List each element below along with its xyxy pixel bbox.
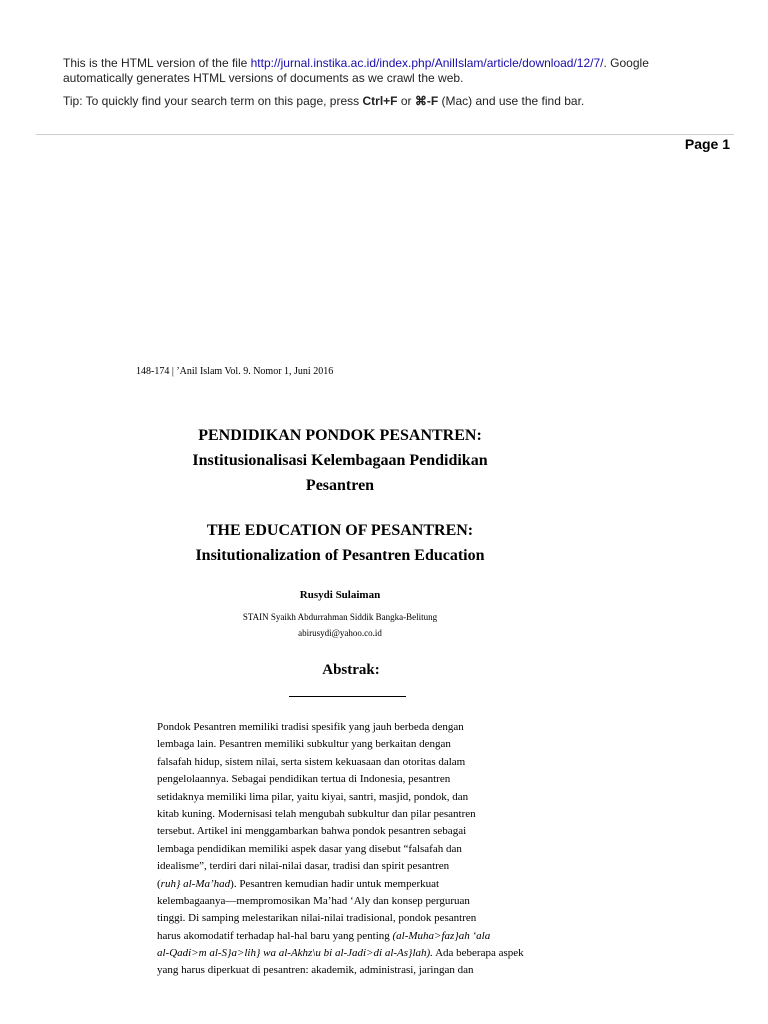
author-name: Rusydi Sulaiman bbox=[299, 589, 381, 601]
affiliation: STAIN Syaikh Abdurrahman Siddik Bangka-Belitung bbox=[242, 612, 438, 622]
abstract-line: tinggi. Di samping melestarikan nilai-nilai tradisional, pondok pesantren bbox=[157, 912, 477, 925]
cache-notice: This is the HTML version of the file http://jurnal.instika.ac.id/index.php/AnilIslam/article/download/12/7/. Google automatically generates HTML versions of documents as we crawl the web. bbox=[63, 56, 649, 85]
abstract-divider bbox=[289, 696, 406, 697]
author-email: abirusydi@yahoo.co.id bbox=[298, 628, 382, 638]
abstract-body bbox=[157, 719, 524, 980]
author-affiliation bbox=[140, 609, 540, 641]
page-number-label: Page 1 bbox=[684, 136, 730, 152]
abstract-line: falsafah hidup, sistem nilai, serta sistem kekuasaan dan otoritas dalam bbox=[157, 755, 466, 768]
abstract-line: Pondok Pesantren memiliki tradisi spesifik yang jauh berbeda dengan bbox=[157, 721, 464, 733]
abstract-line: pengelolaannya. Sebagai pendidikan tertua di Indonesia, pesantren bbox=[157, 773, 451, 786]
abstract-line: lembaga pendidikan memiliki aspek dasar yang disebut “falsafah dan bbox=[157, 842, 462, 855]
abstract-line: tersebut. Artikel ini menggambarkan bahwa pondok pesantren sebagai bbox=[157, 825, 467, 838]
abstract-line: harus akomodatif terhadap hal-hal baru yang penting (al-Muha>faz}ah ‘ala bbox=[157, 929, 491, 942]
abstract-line: lembaga lain. Pesantren memiliki subkultur yang berkaitan dengan bbox=[157, 738, 451, 751]
abstract-line: kelembagaanya—mempromosikan Ma’had ‘Aly dan konsep perguruan bbox=[157, 894, 470, 907]
banner-divider bbox=[36, 134, 734, 135]
title-english: THE EDUCATION OF PESANTREN: Insitutionalization of Pesantren Education bbox=[195, 522, 485, 564]
source-file-link[interactable]: http://jurnal.instika.ac.id/index.php/AnilIslam/article/download/12/7/ bbox=[250, 56, 604, 70]
abstract-line: (ruh} al-Ma’had). Pesantren kemudian hadir untuk memperkuat bbox=[157, 877, 440, 890]
abstract-line: idealisme”, terdiri dari nilai-nilai dasar, tradisi dan spirit pesantren bbox=[157, 860, 450, 873]
abstract-heading: Abstrak: bbox=[322, 662, 380, 678]
shortcut-mac: ⌘-F bbox=[414, 94, 439, 108]
running-header: 148-174 | ’Anil Islam Vol. 9. Nomor 1, Juni 2016 bbox=[136, 366, 334, 377]
abstract-line: setidaknya memiliki lima pilar, yaitu kiyai, santri, masjid, pondok, dan bbox=[157, 790, 469, 803]
shortcut-win: Ctrl+F bbox=[362, 94, 398, 108]
abstract-line: kitab kuning. Modernisasi telah mengubah subkultur dan pilar pesantren bbox=[157, 807, 476, 820]
cache-banner bbox=[63, 56, 703, 109]
abstract-line: yang harus diperkuat di pesantren: akademik, administrasi, jaringan dan bbox=[157, 964, 474, 977]
find-tip: Tip: To quickly find your search term on this page, press Ctrl+F or ⌘-F (Mac) and use the find bar. bbox=[63, 94, 585, 108]
title-indonesian: PENDIDIKAN PONDOK PESANTREN: Institusionalisasi Kelembagaan Pendidikan Pesantren bbox=[192, 427, 488, 494]
abstract-line: al-Qadi>m al-S}a>lih} wa al-Akhz\u bi al-Jadi>di al-As}lah). Ada beberapa aspek bbox=[157, 947, 524, 960]
